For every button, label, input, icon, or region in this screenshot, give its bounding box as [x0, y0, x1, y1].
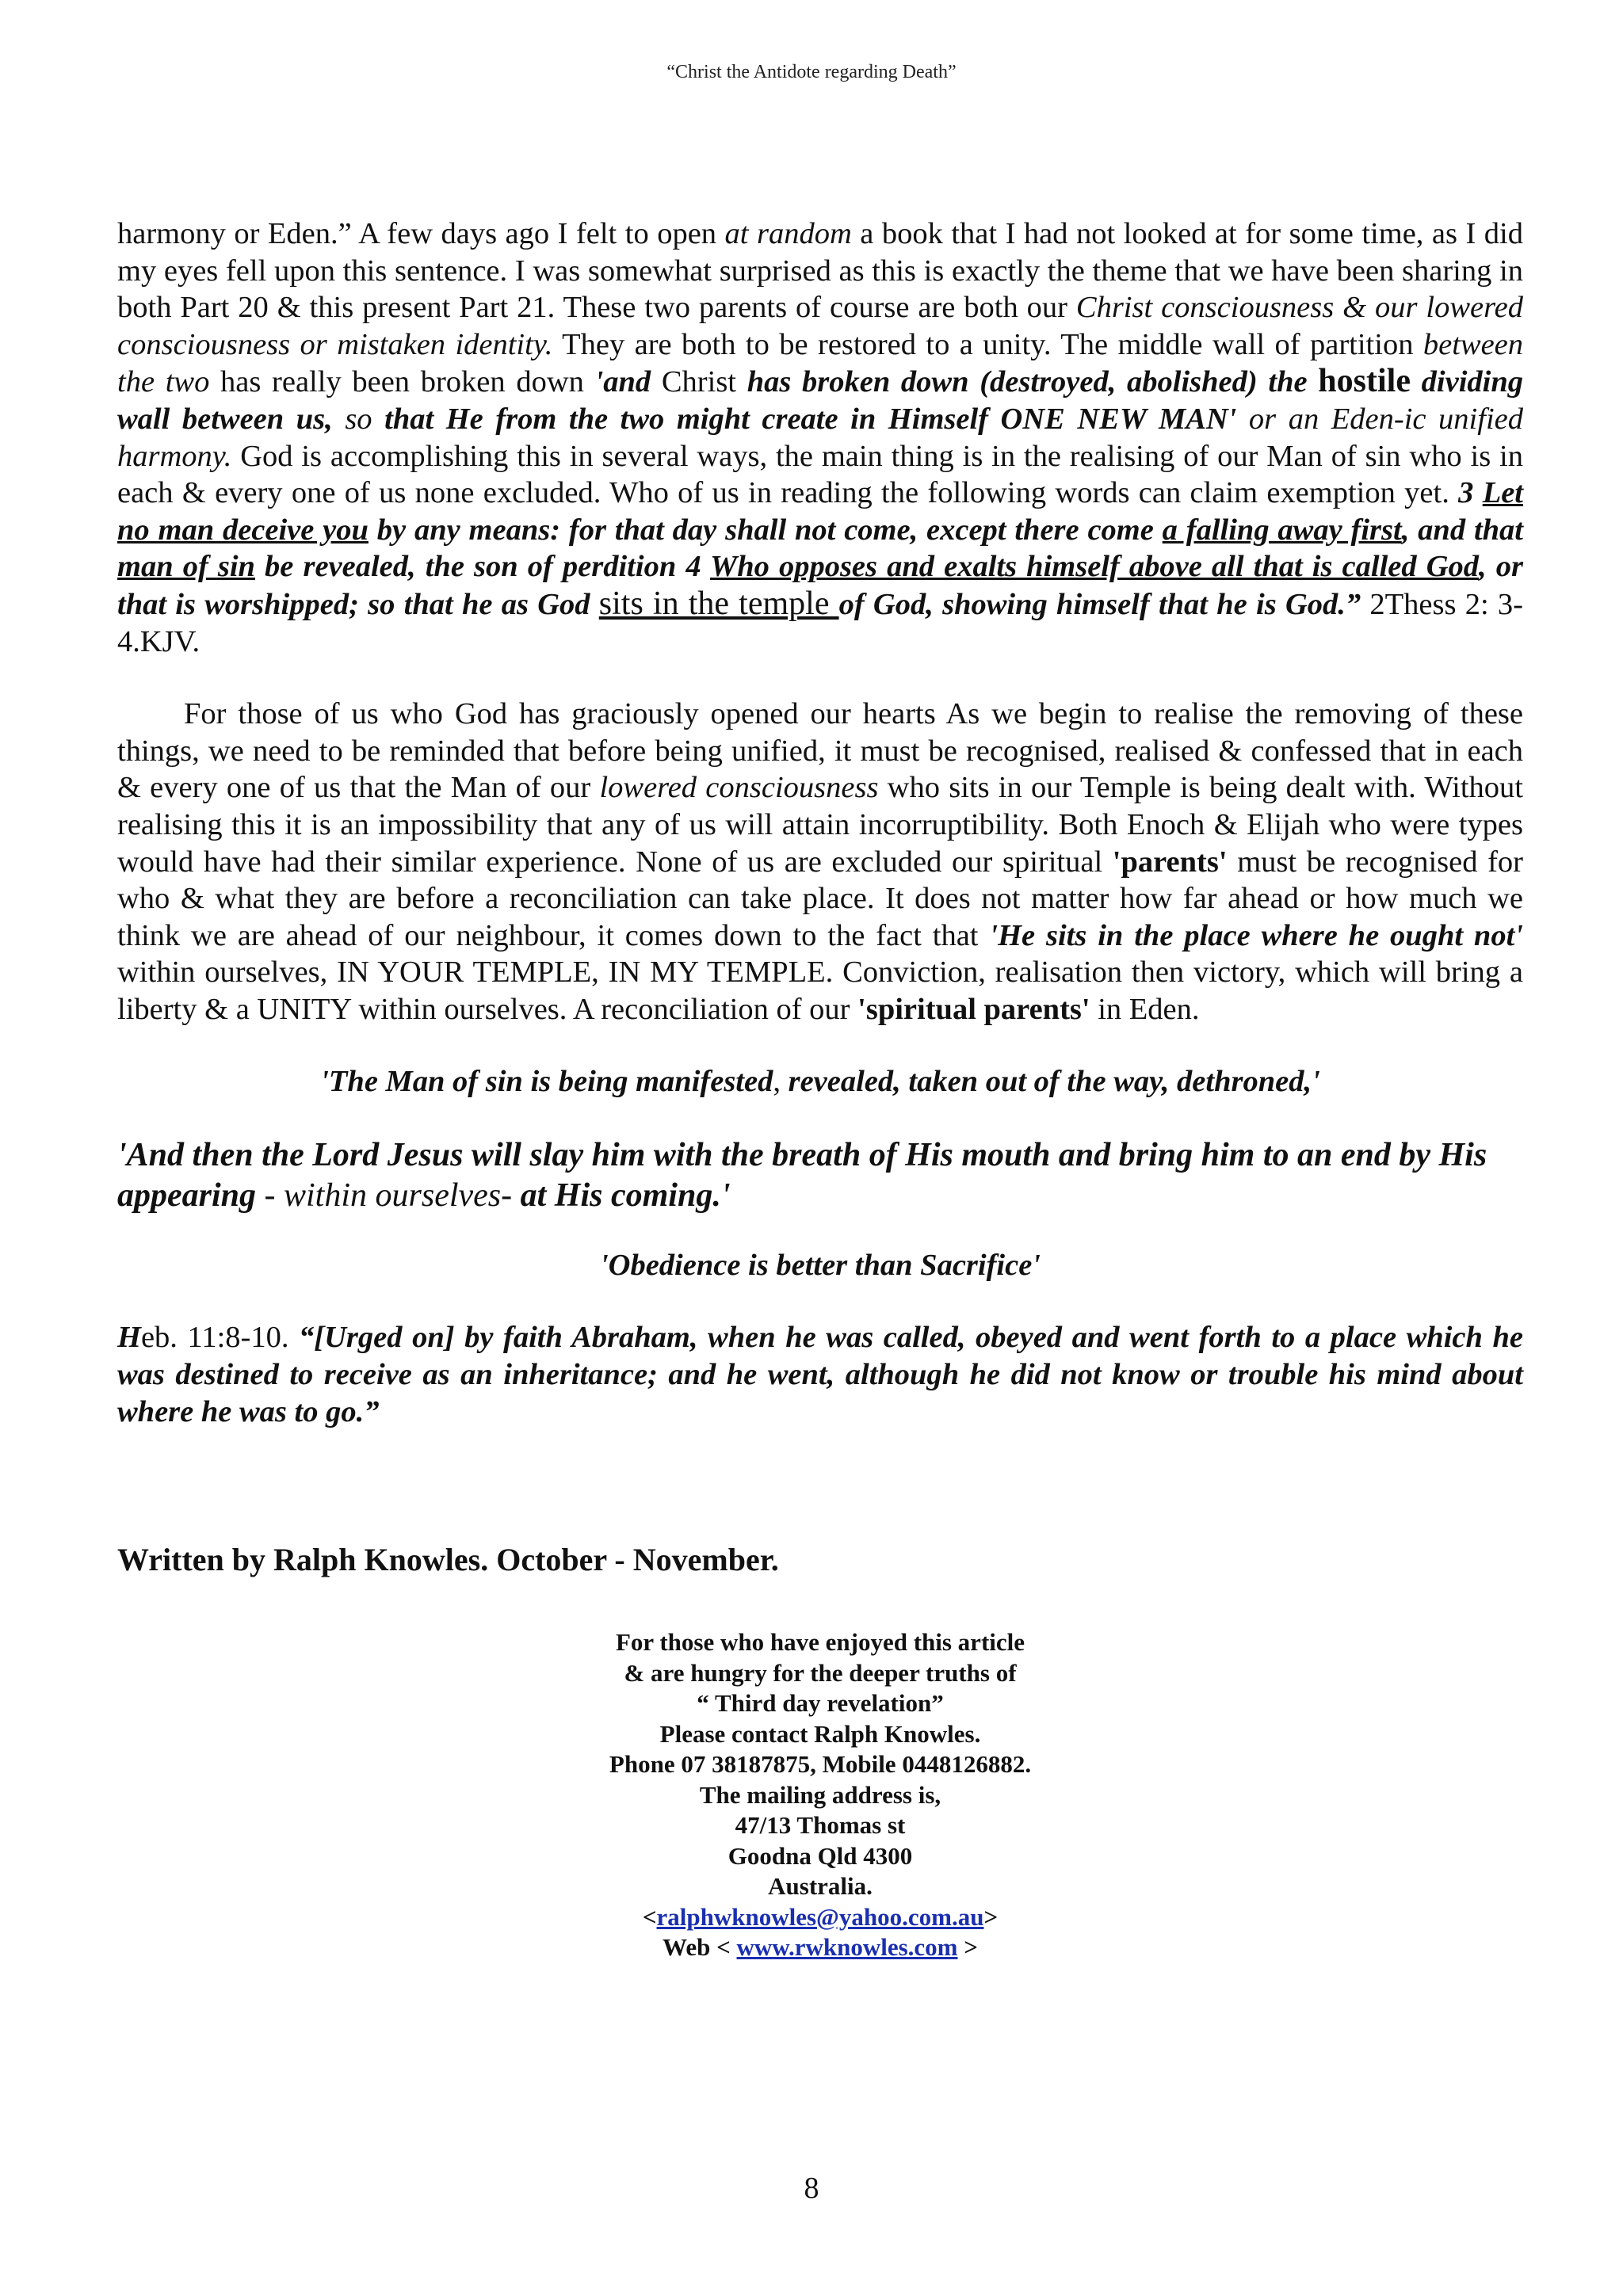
hebrews-passage [117, 1319, 1523, 1430]
contact-line: Please contact Ralph Knowles. [659, 1719, 981, 1748]
text: must be recognised for who & what they are before a reconciliation can take place. It does not matter how far ahead or how much we think we are ahead of our neighbour, it comes down to the fact that [117, 845, 1523, 952]
contact-line: “ Third day revelation” [697, 1689, 944, 1718]
quote-man-of-sin [117, 1064, 1523, 1099]
paragraph-2 [117, 696, 1523, 1028]
scripture-text: “[Urged on] by faith Abraham, when he was called, obeyed and went forth to a place which he was destined to receive as an inheritance; and he went, although he did not know or trouble his mind about where he was to go.” [117, 1321, 1523, 1428]
text: For those of us who God has graciously opened our hearts As we begin to realise the removing of these things, we need to be reminded that before being unified, it must be recognised, realised & confessed that in each & every one of us that the Man of our [117, 697, 1523, 805]
paragraph-1 [117, 215, 1523, 660]
text: God is accomplishing this in several ways, the main thing is in the realising of our Man of sin who is in each & every one of us none excluded. Who of us in reading the following words can claim exemption yet. [117, 439, 1523, 510]
contact-phone: Phone 07 38187875, Mobile 0448126882. [609, 1750, 1032, 1779]
emphasis: so [332, 402, 372, 436]
verse-number: 3 [1458, 476, 1483, 510]
text: who sits in our Temple is being dealt with. Without realising this it is an impossibility that any of us will attain incorruptibility. Both Enoch & Elijah who were types would have had their similar experience. None of us are excluded our spiritual [117, 771, 1523, 879]
emphasis: 'He sits in the place where he ought not' [989, 918, 1523, 952]
scripture-text: sits in the temple [598, 585, 839, 622]
scripture-text: that He from the two might create in Himself ONE NEW MAN' [372, 402, 1237, 436]
text: < [642, 1902, 657, 1931]
contact-address: Australia. [768, 1872, 873, 1901]
text: in Eden. [1090, 992, 1200, 1026]
text: revealed, taken out of the way, dethroned,' [780, 1065, 1320, 1099]
text: a book that I had not looked at for some time, as I did my eyes fell upon this sentence. I was somewhat surprised as this is exactly the theme that we have been sharing in both Part 20 & this present Part 21. These two parents of course are both our [117, 217, 1523, 325]
emphasis: between the two [117, 327, 1523, 399]
emphasis: or an Eden-ic unified harmony. [117, 402, 1523, 473]
website-link[interactable]: www.rwknowles.com [736, 1933, 958, 1962]
text: harmony or Eden.” A few days ago I felt to open [117, 217, 725, 250]
scripture-text: 'and [594, 365, 651, 399]
emphasis: Christ consciousness & our lowered consciousness or mistaken identity. [117, 291, 1523, 361]
contact-line: The mailing address is, [699, 1780, 941, 1809]
scripture-text: , or that is worshipped; so that he as God [117, 550, 1523, 621]
text: at His coming.' [520, 1177, 731, 1215]
scripture-text: has broken down (destroyed, abolished) the [747, 365, 1319, 399]
contact-address: Goodna Qld 4300 [727, 1841, 913, 1870]
page-number: 8 [804, 2172, 819, 2205]
scripture-reference: 2Thess 2: 3-4.KJV. [117, 587, 1523, 658]
contact-address: 47/13 Thomas st [735, 1811, 906, 1840]
text: > [957, 1933, 978, 1962]
quote-lord-jesus [117, 1135, 1523, 1216]
scripture-reference: eb. 11:8-10. [140, 1321, 300, 1355]
contact-line: & are hungry for the deeper truths of [624, 1658, 1017, 1687]
emphasis: 'spiritual parents' [857, 992, 1090, 1026]
text: Christ [651, 365, 747, 399]
scripture-text: Let no man deceive you [117, 476, 1523, 547]
text: > [983, 1902, 999, 1931]
emphasis: lowered consciousness [599, 771, 879, 805]
contact-line: For those who have enjoyed this article [615, 1628, 1025, 1657]
scripture-text: man of sin [117, 550, 255, 584]
text: - within ourselves- [256, 1177, 521, 1215]
text: has really been broken down [209, 365, 595, 399]
scripture-text: Who opposes and exalts himself above all that is called God [709, 550, 1480, 584]
article-body [117, 215, 1523, 1963]
text: Web < [663, 1933, 737, 1962]
email-link[interactable]: ralphwknowles@yahoo.com.au [656, 1902, 984, 1931]
contact-block [117, 1627, 1523, 1963]
scripture-text: dividing wall between us, [117, 365, 1523, 436]
quote-obedience: 'Obedience is better than Sacrifice' [599, 1249, 1041, 1283]
scripture-text: be revealed, the son of perdition 4 [254, 550, 710, 584]
scripture-text: a falling away first [1162, 513, 1402, 547]
running-header: “Christ the Antidote regarding Death” [666, 62, 957, 82]
scripture-text: hostile [1318, 363, 1411, 400]
scripture-text: by any means: for that day shall not come, except there come [368, 513, 1163, 547]
author-line: Written by Ralph Knowles. October - November. [117, 1542, 779, 1578]
scripture-text: of God, showing himself that he is God.” [838, 587, 1361, 621]
scripture-text: , and that [1401, 513, 1523, 547]
text: within ourselves, IN YOUR TEMPLE, IN MY TEMPLE. Conviction, realisation then victory, which will bring a liberty & a UNITY within ourselves. A reconciliation of our [117, 955, 1523, 1026]
text: 'The Man of sin is being manifested [320, 1065, 773, 1099]
contact-web-line [117, 1932, 1523, 1963]
text: 'And then the Lord Jesus will slay him with the breath of His mouth and bring him to an end by His appearing [117, 1137, 1487, 1215]
emphasis: at random [724, 217, 852, 250]
contact-email-line [117, 1902, 1523, 1933]
text: , [773, 1065, 781, 1099]
text: H [117, 1321, 141, 1355]
text: They are both to be restored to a unity. The middle wall of partition [552, 327, 1423, 361]
emphasis: 'parents' [1112, 845, 1228, 879]
